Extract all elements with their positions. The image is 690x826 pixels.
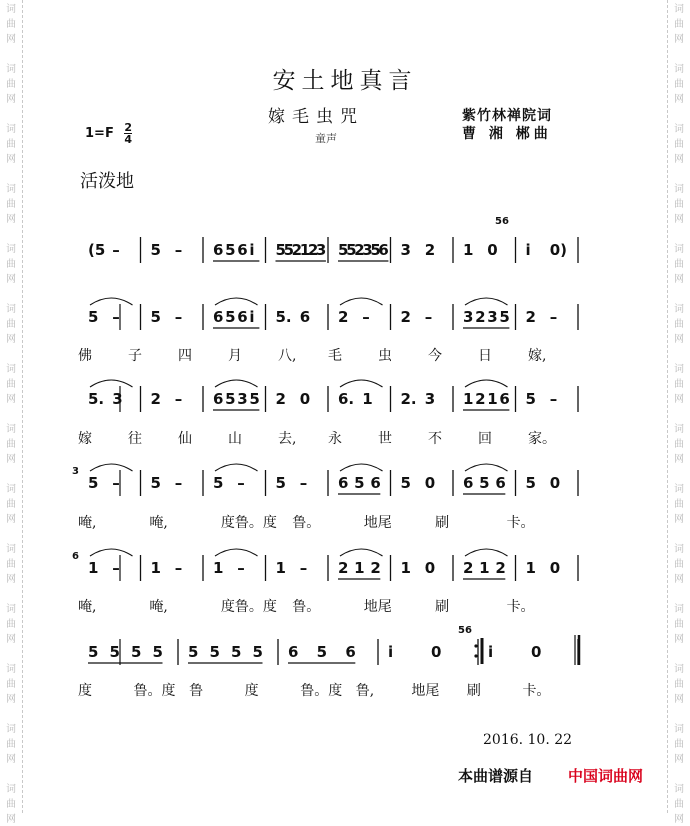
time-numerator: 2 <box>124 121 133 134</box>
grace-note: 56 <box>458 625 472 636</box>
watermark-glyph: 词 <box>674 784 684 795</box>
watermark-glyph: 曲 <box>674 199 684 210</box>
watermark-glyph: 词 <box>6 244 16 255</box>
note-glyph: 0 <box>424 559 436 577</box>
watermark-glyph: 网 <box>674 574 684 585</box>
watermark-glyph: 词 <box>6 124 16 135</box>
composer-credit: 曹 湘 郴曲 <box>462 126 552 142</box>
tie-arc <box>215 298 258 305</box>
note-glyph: 2. <box>400 390 417 408</box>
lyric-word: 回 <box>478 431 492 447</box>
watermark-glyph: 网 <box>6 154 16 165</box>
note-glyph: 5 <box>346 241 357 259</box>
note-glyph: – <box>549 390 558 408</box>
note-glyph: – <box>112 241 120 259</box>
watermark-glyph: 曲 <box>6 199 16 210</box>
repeat-dot <box>474 654 477 657</box>
lyric-word: 鲁。度 <box>133 683 176 699</box>
lyric-word: 月 <box>228 348 242 364</box>
watermark-glyph: 网 <box>674 34 684 45</box>
note-glyph: – <box>174 241 183 259</box>
lyric-word: 唵, <box>149 599 168 615</box>
lyric-word: 世 <box>378 431 392 447</box>
lyric-word: 鲁。度 <box>300 683 343 699</box>
note-glyph: 5 <box>275 474 286 492</box>
note-glyph: 5 <box>150 474 161 492</box>
watermark-glyph: 词 <box>6 4 16 15</box>
tie-arc <box>340 464 383 471</box>
lyric-word: 唵, <box>149 515 168 531</box>
watermark-glyph: 曲 <box>674 79 684 90</box>
note-glyph: 6 <box>237 308 248 326</box>
watermark-glyph: 曲 <box>6 679 16 690</box>
lyric-word: 毛 <box>328 348 342 364</box>
watermark-glyph: 词 <box>6 184 16 195</box>
watermark-glyph: 词 <box>674 184 684 195</box>
lyric-word: 日 <box>478 348 492 364</box>
lyric-word: 山 <box>228 431 242 447</box>
tie-arc <box>215 464 258 471</box>
tie-arc <box>215 380 258 387</box>
watermark-glyph: 网 <box>6 694 16 705</box>
note-glyph: – <box>112 308 120 326</box>
note-glyph: 2 <box>291 241 303 259</box>
watermark-glyph: 词 <box>674 484 684 495</box>
lyric-word: 往 <box>128 431 142 447</box>
note-glyph: 5. <box>88 390 105 408</box>
lyric-word: 鲁。 <box>292 515 321 531</box>
tie-arc <box>465 464 508 471</box>
note-glyph: 2 <box>475 390 486 408</box>
note-glyph: 2 <box>370 559 381 577</box>
note-glyph: 3 <box>237 390 248 408</box>
watermark-glyph: 词 <box>674 64 684 75</box>
watermark-glyph: 网 <box>674 754 684 765</box>
lyric-word: 嫁 <box>78 431 92 447</box>
song-subtitle: 嫁毛虫咒 <box>268 107 364 127</box>
note-glyph: 5 <box>225 390 236 408</box>
note-glyph: 2 <box>400 308 411 326</box>
tie-arc <box>90 380 133 387</box>
time-denominator: 4 <box>124 133 133 146</box>
tie-arc <box>340 298 383 305</box>
watermark-glyph: 网 <box>6 394 16 405</box>
watermark-glyph: 曲 <box>674 19 684 30</box>
note-glyph: 2 <box>338 559 349 577</box>
watermark-glyph: 网 <box>674 694 684 705</box>
note-glyph: i <box>249 241 255 259</box>
watermark-glyph: 网 <box>6 454 16 465</box>
watermark-glyph: 词 <box>6 64 16 75</box>
note-glyph: (5 <box>88 241 106 259</box>
watermark-glyph: 词 <box>674 724 684 735</box>
note-glyph: 1 <box>487 390 498 408</box>
note-glyph: 6. <box>338 390 355 408</box>
note-glyph: 2 <box>338 308 349 326</box>
note-glyph: 2 <box>307 241 319 259</box>
lyric-word: 嫁, <box>528 348 547 364</box>
watermark-glyph: 词 <box>674 244 684 255</box>
watermark-glyph: 曲 <box>674 139 684 150</box>
lyric-word: 虫 <box>378 348 392 364</box>
lyric-word: 度鲁。度 <box>220 515 277 531</box>
watermark-glyph: 网 <box>674 274 684 285</box>
note-glyph: 0) <box>549 241 568 259</box>
watermark-glyph: 词 <box>674 364 684 375</box>
lyric-word: 子 <box>128 348 142 364</box>
note-glyph: 5 <box>283 241 295 259</box>
tie-arc <box>215 549 258 556</box>
watermark-glyph: 曲 <box>674 439 684 450</box>
lyric-word: 唵, <box>78 599 97 615</box>
lyric-word: 刷 <box>435 599 450 615</box>
watermark-glyph: 曲 <box>6 439 16 450</box>
watermark-glyph: 曲 <box>6 19 16 30</box>
note-glyph: – <box>237 559 245 577</box>
watermark-glyph: 词 <box>674 4 684 15</box>
note-glyph: – <box>424 308 433 326</box>
watermark-glyph: 网 <box>674 94 684 105</box>
watermark-glyph: 曲 <box>674 499 684 510</box>
lyric-word: 地尾 <box>411 683 440 699</box>
watermark-glyph: 网 <box>6 274 16 285</box>
note-glyph: 2 <box>150 390 161 408</box>
watermark-glyph: 曲 <box>674 379 684 390</box>
note-glyph: 5 <box>479 474 490 492</box>
note-glyph: – <box>174 474 183 492</box>
note-glyph: 3 <box>362 241 373 259</box>
watermark-glyph: 网 <box>6 94 16 105</box>
watermark-glyph: 曲 <box>674 259 684 270</box>
note-glyph: 5 <box>150 241 161 259</box>
source-label: 本曲谱源自 <box>458 767 534 785</box>
tie-arc <box>465 549 508 556</box>
grace-note: 6 <box>72 551 79 562</box>
tie-arc <box>340 549 383 556</box>
note-glyph: 5 <box>316 643 328 661</box>
tie-arc <box>465 380 508 387</box>
note-glyph: 0 <box>299 390 311 408</box>
tie-arc <box>90 298 133 305</box>
lyric-word: 地尾 <box>363 515 392 531</box>
note-glyph: 5 <box>499 308 510 326</box>
watermark-glyph: 曲 <box>6 259 16 270</box>
note-glyph: 6 <box>495 474 506 492</box>
date-stamp: 2016. 10. 22 <box>483 732 573 748</box>
note-glyph: 5 <box>338 241 349 259</box>
note-glyph: 5 <box>275 241 286 259</box>
note-glyph: 5 <box>525 474 536 492</box>
note-glyph: 5. <box>275 308 292 326</box>
note-glyph: 5 <box>152 643 163 661</box>
lyric-word: 卡。 <box>506 515 535 531</box>
watermark-glyph: 词 <box>674 424 684 435</box>
lyric-word: 卡。 <box>506 599 535 615</box>
note-glyph: 5 <box>370 241 381 259</box>
note-glyph: 5 <box>131 643 142 661</box>
note-glyph: 1 <box>299 241 311 259</box>
watermark-glyph: 网 <box>674 634 684 645</box>
watermark-glyph: 曲 <box>6 379 16 390</box>
watermark-glyph: 词 <box>6 604 16 615</box>
lyric-word: 度 <box>78 683 92 699</box>
note-glyph: 1 <box>354 559 365 577</box>
note-glyph: i <box>525 241 531 259</box>
note-glyph: 1 <box>275 559 286 577</box>
note-glyph: i <box>249 308 255 326</box>
note-glyph: – <box>112 559 120 577</box>
tie-arc <box>340 380 383 387</box>
note-glyph: 1 <box>88 559 99 577</box>
note-glyph: 5 <box>400 474 411 492</box>
watermark-glyph: 词 <box>6 304 16 315</box>
lyric-word: 刷 <box>466 683 481 699</box>
note-glyph: 3 <box>487 308 498 326</box>
note-glyph: 0 <box>531 643 542 661</box>
watermark-glyph: 曲 <box>674 739 684 750</box>
song-title: 安土地真言 <box>272 68 418 94</box>
note-glyph: 6 <box>213 390 224 408</box>
note-glyph: – <box>362 308 370 326</box>
note-glyph: 6 <box>213 241 224 259</box>
note-glyph: 5 <box>213 474 224 492</box>
watermark-glyph: 曲 <box>674 679 684 690</box>
note-glyph: 5 <box>209 643 220 661</box>
watermark-glyph: 词 <box>6 724 16 735</box>
lyric-word: 佛 <box>78 348 92 364</box>
lyric-word: 度 <box>244 683 259 699</box>
watermark-glyph: 曲 <box>674 319 684 330</box>
tie-arc <box>465 298 508 305</box>
lyric-word: 鲁 <box>189 683 204 699</box>
watermark-glyph: 曲 <box>674 799 684 810</box>
note-glyph: – <box>299 474 308 492</box>
note-glyph: 3 <box>424 390 436 408</box>
note-glyph: 6 <box>288 643 299 661</box>
lyric-word: 卡。 <box>522 683 551 699</box>
note-glyph: 1 <box>213 559 224 577</box>
note-glyph: 5 <box>231 643 242 661</box>
lyric-word: 去, <box>278 431 297 447</box>
note-glyph: 1 <box>463 390 474 408</box>
note-glyph: 5 <box>188 643 199 661</box>
watermark-glyph: 词 <box>6 784 16 795</box>
note-glyph: 1 <box>479 559 490 577</box>
note-glyph: 3 <box>400 241 411 259</box>
watermark-glyph: 网 <box>6 34 16 45</box>
note-glyph: 1 <box>362 390 373 408</box>
note-glyph: i <box>488 643 494 661</box>
watermark-glyph: 网 <box>674 454 684 465</box>
note-glyph: 5 <box>88 643 99 661</box>
note-glyph: 6 <box>338 474 349 492</box>
watermark-glyph: 网 <box>674 214 684 225</box>
watermark-glyph: 词 <box>674 544 684 555</box>
note-glyph: 6 <box>237 241 248 259</box>
note-glyph: 5 <box>252 643 263 661</box>
tie-arc <box>90 464 133 471</box>
lyric-word: 永 <box>328 431 342 447</box>
watermark-glyph: 词 <box>6 664 16 675</box>
watermark-glyph: 曲 <box>674 619 684 630</box>
note-glyph: 1 <box>150 559 161 577</box>
watermark-glyph: 网 <box>674 394 684 405</box>
note-glyph: 0 <box>424 474 436 492</box>
note-glyph: – <box>174 559 183 577</box>
note-glyph: 2 <box>424 241 436 259</box>
brand-name: 中国词曲网 <box>568 767 644 785</box>
tempo-marking: 活泼地 <box>80 171 134 192</box>
note-glyph: 0 <box>549 474 561 492</box>
note-glyph: 3 <box>463 308 474 326</box>
watermark-glyph: 网 <box>6 214 16 225</box>
repeat-dot <box>474 644 477 647</box>
note-glyph: – <box>112 474 120 492</box>
note-glyph: 6 <box>370 474 381 492</box>
note-glyph: 5 <box>225 308 236 326</box>
watermark-glyph: 网 <box>674 814 684 825</box>
watermark-glyph: 词 <box>674 304 684 315</box>
watermark-glyph: 网 <box>6 574 16 585</box>
note-glyph: 2 <box>475 308 486 326</box>
grace-note: 56 <box>495 216 509 227</box>
lyric-word: 今 <box>428 348 442 364</box>
note-glyph: 0 <box>487 241 498 259</box>
watermark-glyph: 词 <box>674 124 684 135</box>
watermark-glyph: 词 <box>6 364 16 375</box>
watermark-glyph: 曲 <box>6 559 16 570</box>
watermark-glyph: 曲 <box>6 139 16 150</box>
note-glyph: i <box>388 643 394 661</box>
watermark-glyph: 网 <box>674 154 684 165</box>
note-glyph: 5 <box>354 474 365 492</box>
lyric-word: 仙 <box>178 431 192 447</box>
note-glyph: 6 <box>499 390 510 408</box>
note-glyph: 6 <box>463 474 474 492</box>
lyric-word: 刷 <box>435 515 450 531</box>
lyric-word: 四 <box>178 348 192 364</box>
lyric-word: 地尾 <box>363 599 392 615</box>
watermark-glyph: 词 <box>6 544 16 555</box>
note-glyph: 6 <box>213 308 224 326</box>
watermark-glyph: 曲 <box>6 79 16 90</box>
note-glyph: – <box>549 308 558 326</box>
watermark-glyph: 曲 <box>674 559 684 570</box>
note-glyph: 2 <box>275 390 286 408</box>
watermark-glyph: 网 <box>674 514 684 525</box>
note-glyph: – <box>174 390 183 408</box>
note-glyph: 0 <box>431 643 442 661</box>
lyric-word: 八, <box>278 348 297 364</box>
watermark-glyph: 曲 <box>6 619 16 630</box>
note-glyph: – <box>174 308 183 326</box>
grace-note: 3 <box>72 466 79 477</box>
watermark-glyph: 网 <box>6 634 16 645</box>
lyric-word: 度鲁。度 <box>220 599 277 615</box>
key-label: 1=F <box>85 126 114 141</box>
lyric-word: 唵, <box>78 515 97 531</box>
watermark-glyph: 网 <box>6 334 16 345</box>
lyric-word: 不 <box>428 431 442 447</box>
lyric-word: 鲁。 <box>292 599 321 615</box>
watermark-glyph: 词 <box>674 604 684 615</box>
note-glyph: 5 <box>249 390 260 408</box>
note-glyph: 6 <box>345 643 356 661</box>
lyric-word: 鲁, <box>355 683 375 699</box>
note-glyph: 2 <box>525 308 536 326</box>
note-glyph: 5 <box>525 390 536 408</box>
watermark-glyph: 曲 <box>6 499 16 510</box>
watermark-glyph: 词 <box>6 424 16 435</box>
note-glyph: 2 <box>354 241 365 259</box>
note-glyph: 6 <box>299 308 311 326</box>
note-glyph: – <box>299 559 308 577</box>
note-glyph: 6 <box>378 241 389 259</box>
note-glyph: 5 <box>88 474 99 492</box>
note-glyph: 5 <box>88 308 99 326</box>
note-glyph: 1 <box>525 559 536 577</box>
lyricist-credit: 紫竹林禅院词 <box>462 108 552 124</box>
voice-note: 童声 <box>315 132 337 145</box>
note-glyph: 1 <box>400 559 411 577</box>
watermark-glyph: 网 <box>674 334 684 345</box>
tie-arc <box>90 549 133 556</box>
note-glyph: 1 <box>463 241 474 259</box>
watermark-glyph: 曲 <box>6 319 16 330</box>
note-glyph: 5 <box>225 241 236 259</box>
note-glyph: 0 <box>549 559 561 577</box>
note-glyph: – <box>237 474 245 492</box>
watermark-glyph: 曲 <box>6 739 16 750</box>
note-glyph: 2 <box>463 559 474 577</box>
lyric-word: 家。 <box>528 431 556 447</box>
note-glyph: 3 <box>315 241 327 259</box>
note-glyph: 3 <box>112 390 123 408</box>
watermark-glyph: 网 <box>6 754 16 765</box>
watermark-glyph: 词 <box>674 664 684 675</box>
watermark-glyph: 词 <box>6 484 16 495</box>
note-glyph: 2 <box>495 559 506 577</box>
watermark-glyph: 曲 <box>6 799 16 810</box>
watermark-glyph: 网 <box>6 514 16 525</box>
note-glyph: 5 <box>150 308 161 326</box>
note-glyph: 5 <box>109 643 120 661</box>
watermark-glyph: 网 <box>6 814 16 825</box>
